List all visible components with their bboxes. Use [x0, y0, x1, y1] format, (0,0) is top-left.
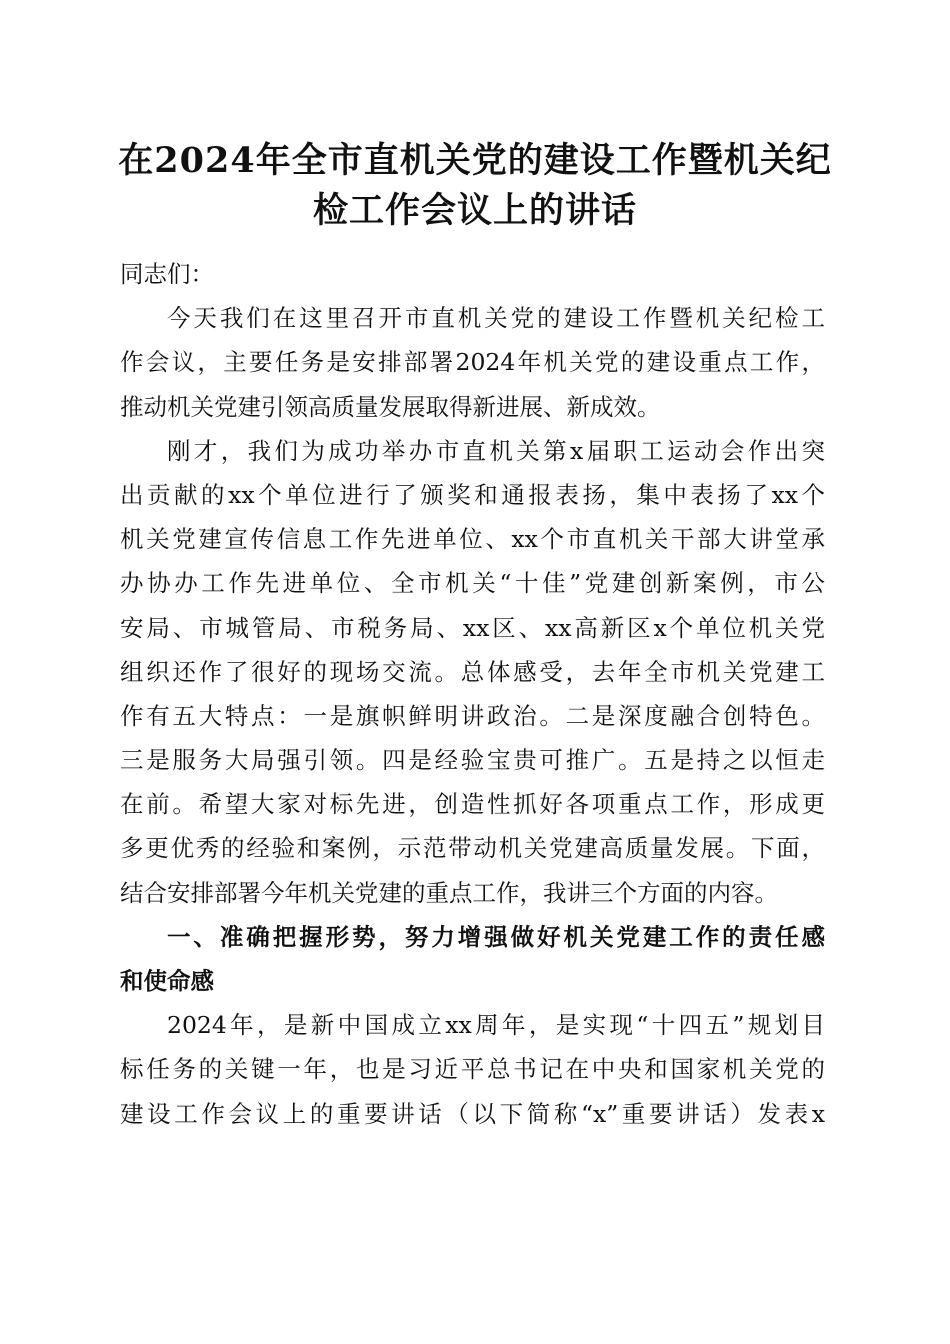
- paragraph-line: 建设工作会议上的重要讲话（以下简称“x”重要讲话）发表x: [120, 1099, 825, 1128]
- paragraph-line: 作会议，主要任务是安排部署2024年机关党的建设重点工作，: [120, 348, 825, 377]
- paragraph-line: 2024年，是新中国成立xx周年，是实现“十四五”规划目: [167, 1011, 825, 1040]
- paragraph-line: 在前。希望大家对标先进，创造性抓好各项重点工作，形成更: [120, 790, 825, 819]
- paragraph-line: 安局、市城管局、市税务局、xx区、xx高新区x个单位机关党: [120, 613, 825, 642]
- paragraph-line: 作有五大特点：一是旗帜鲜明讲政治。二是深度融合创特色。: [120, 701, 825, 730]
- paragraph-line: 办协办工作先进单位、全市机关“十佳”党建创新案例，市公: [120, 569, 825, 598]
- heading-line: 和使命感: [120, 967, 214, 995]
- paragraph-line: 推动机关党建引领高质量发展取得新进展、新成效。: [120, 392, 661, 421]
- paragraph-line: 结合安排部署今年机关党建的重点工作，我讲三个方面的内容。: [120, 878, 778, 907]
- paragraph-line: 今天我们在这里召开市直机关党的建设工作暨机关纪检工: [167, 304, 825, 333]
- paragraph-line: 多更优秀的经验和案例，示范带动机关党建高质量发展。下面，: [120, 834, 825, 863]
- document-title: [100, 136, 850, 236]
- paragraph-line: 机关党建宣传信息工作先进单位、xx个市直机关干部大讲堂承: [120, 525, 825, 554]
- paragraph-line: 标任务的关键一年，也是习近平总书记在中央和国家机关党的: [120, 1055, 825, 1084]
- paragraph-situation: [120, 1003, 825, 1136]
- title-line-2: 检工作会议上的讲话: [312, 190, 637, 231]
- paragraph-line: 组织还作了很好的现场交流。总体感受，去年全市机关党建工: [120, 657, 825, 686]
- heading-line: 一、准确把握形势，努力增强做好机关党建工作的责任感: [167, 922, 825, 951]
- paragraph-line: 三是服务大局强引领。四是经验宝贵可推广。五是持之以恒走: [120, 746, 825, 775]
- paragraph-intro: [120, 296, 825, 429]
- salutation-line: 同志们：: [120, 260, 214, 288]
- title-line-1: 在2024年全市直机关党的建设工作暨机关纪: [118, 140, 832, 181]
- salutation: [120, 252, 825, 296]
- section-heading-1: [120, 915, 825, 1003]
- document-body: [120, 252, 825, 1136]
- paragraph-line: 刚才，我们为成功举办市直机关第x届职工运动会作出突: [167, 436, 825, 465]
- paragraph-line: 出贡献的xx个单位进行了颁奖和通报表扬，集中表扬了xx个: [120, 480, 825, 509]
- paragraph-commendation: [120, 429, 825, 915]
